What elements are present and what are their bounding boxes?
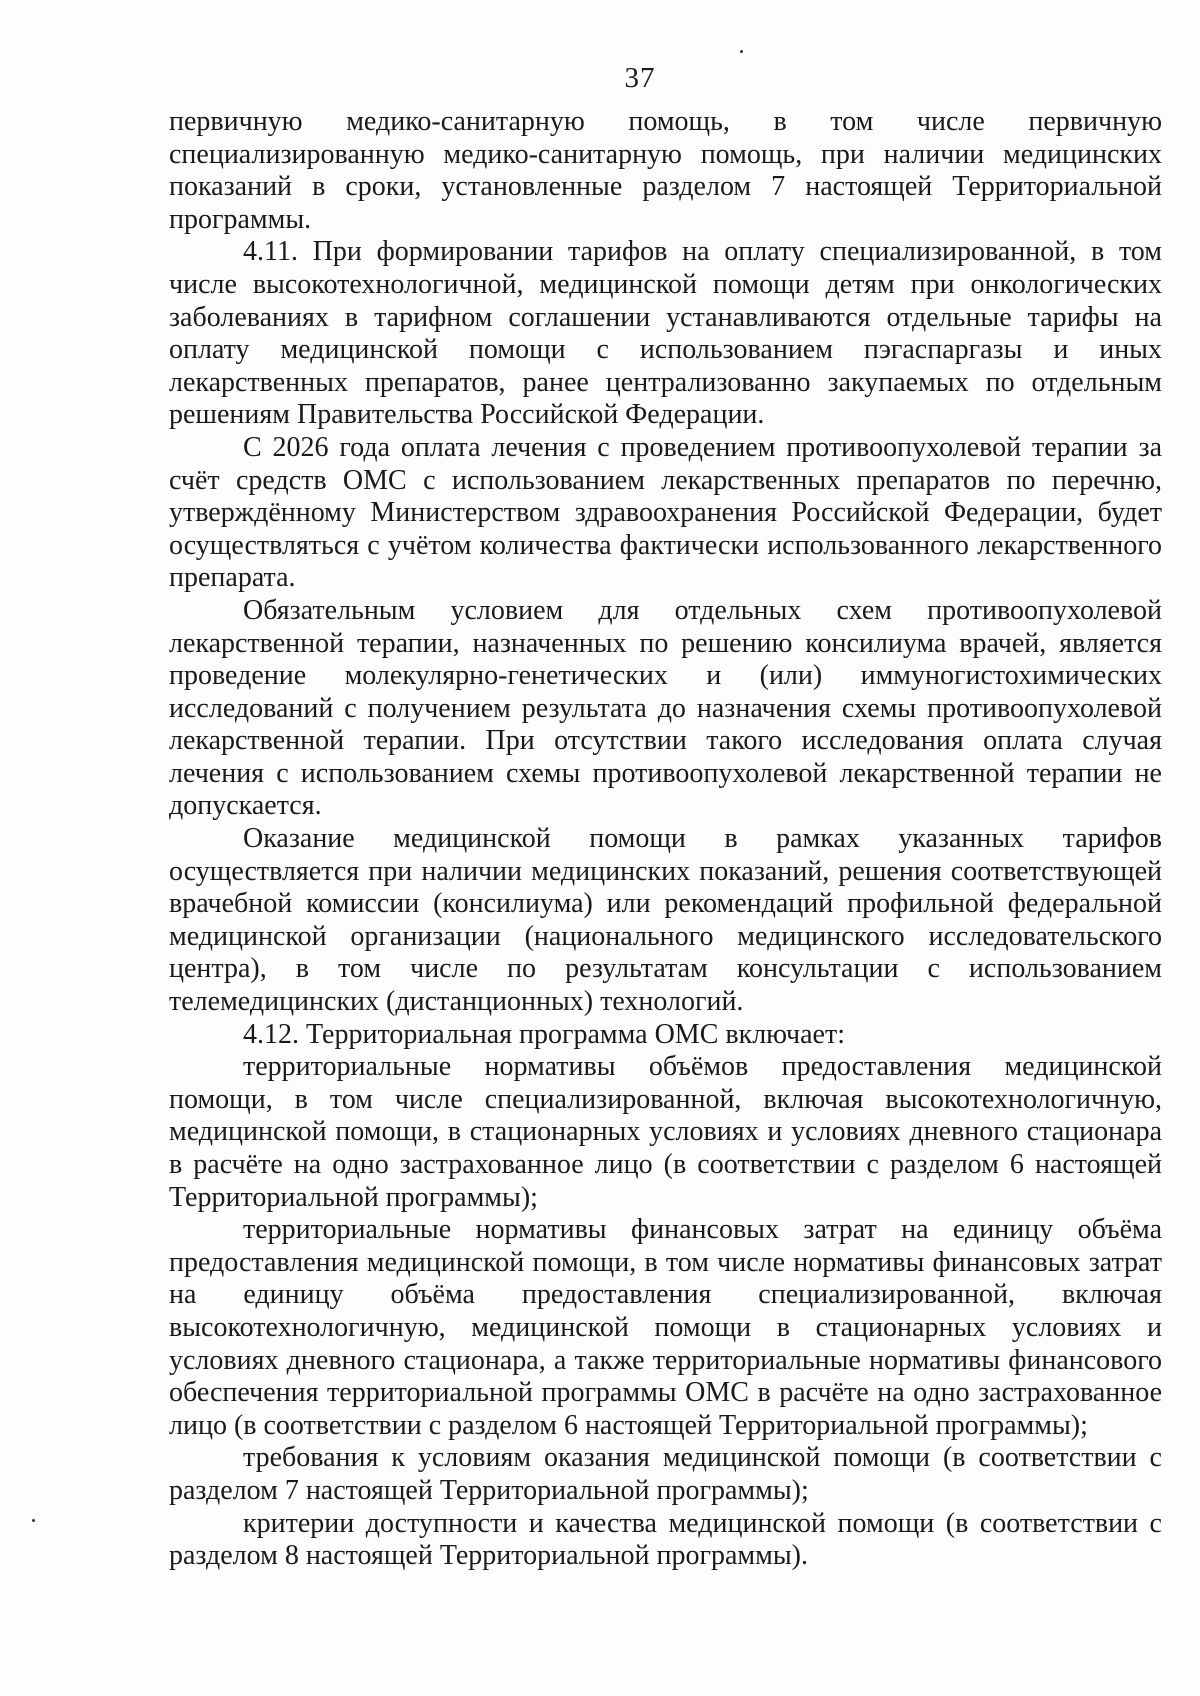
paragraph: Обязательным условием для отдельных схем противоопухолевой лекарственной терапии, назначенных по решению консилиума врачей, является проведение молекулярно-генетических и (или) иммуногистохимических исследований с получением результата до назначения схемы противоопухолевой лекарственной терапии. При отсутствии такого исследования оплата случая лечения с использованием схемы противоопухолевой лекарственной терапии не допускается. [169, 594, 1162, 822]
paragraph: первичную медико-санитарную помощь, в том числе первичную специализированную медико-санитарную помощь, при наличии медицинских показаний в сроки, установленные разделом 7 настоящей Территориальной программы. [169, 106, 1162, 235]
paragraph: территориальные нормативы финансовых затрат на единицу объёма предоставления медицинской помощи, в том числе нормативы финансовых затрат на единицу объёма предоставления специализированной, включая высокотехнологичную, медицинской помощи в стационарных условиях и условиях дневного стационара, а также территориальные нормативы финансового обеспечения территориальной программы ОМС в расчёте на одно застрахованное лицо (в соответствии с разделом 6 настоящей Территориальной программы); [169, 1214, 1162, 1441]
paragraph: территориальные нормативы объёмов предоставления медицинской помощи, в том числе специализированной, включая высокотехнологичную, медицинской помощи, в стационарных условиях и условиях дневного стационара в расчёте на одно застрахованное лицо (в соответствии с разделом 6 настоящей Территориальной программы); [169, 1051, 1162, 1213]
scan-speck [740, 50, 743, 53]
scan-speck [32, 1519, 35, 1522]
paragraph: 4.12. Территориальная программа ОМС включает: [243, 1018, 845, 1050]
document-body [169, 106, 1162, 1573]
paragraph: Оказание медицинской помощи в рамках указанных тарифов осуществляется при наличии медицинских показаний, решения соответствующей врачебной комиссии (консилиума) или рекомендаций профильной федеральной медицинской организации (национального медицинского исследовательского центра), в том числе по результатам консультации с использованием телемедицинских (дистанционных) технологий. [169, 823, 1162, 1018]
paragraph: требования к условиям оказания медицинской помощи (в соответствии с разделом 7 настоящей Территориальной программы); [169, 1442, 1162, 1506]
paragraph: С 2026 года оплата лечения с проведением противоопухолевой терапии за счёт средств ОМС с использованием лекарственных препаратов по перечню, утверждённому Министерством здравоохранения Российской Федерации, будет осуществляться с учётом количества фактически использованного лекарственного препарата. [169, 431, 1162, 594]
paragraph: 4.11. При формировании тарифов на оплату специализированной, в том числе высокотехнологичной, медицинской помощи детям при онкологических заболеваниях в тарифном соглашении устанавливаются отдельные тарифы на оплату медицинской помощи с использованием пэгаспаргазы и иных лекарственных препаратов, ранее централизованно закупаемых по отдельным решениям Правительства Российской Федерации. [169, 236, 1162, 431]
page-number: 37 [624, 62, 656, 94]
paragraph: критерии доступности и качества медицинской помощи (в соответствии с разделом 8 настоящей Территориальной программы). [169, 1507, 1162, 1572]
